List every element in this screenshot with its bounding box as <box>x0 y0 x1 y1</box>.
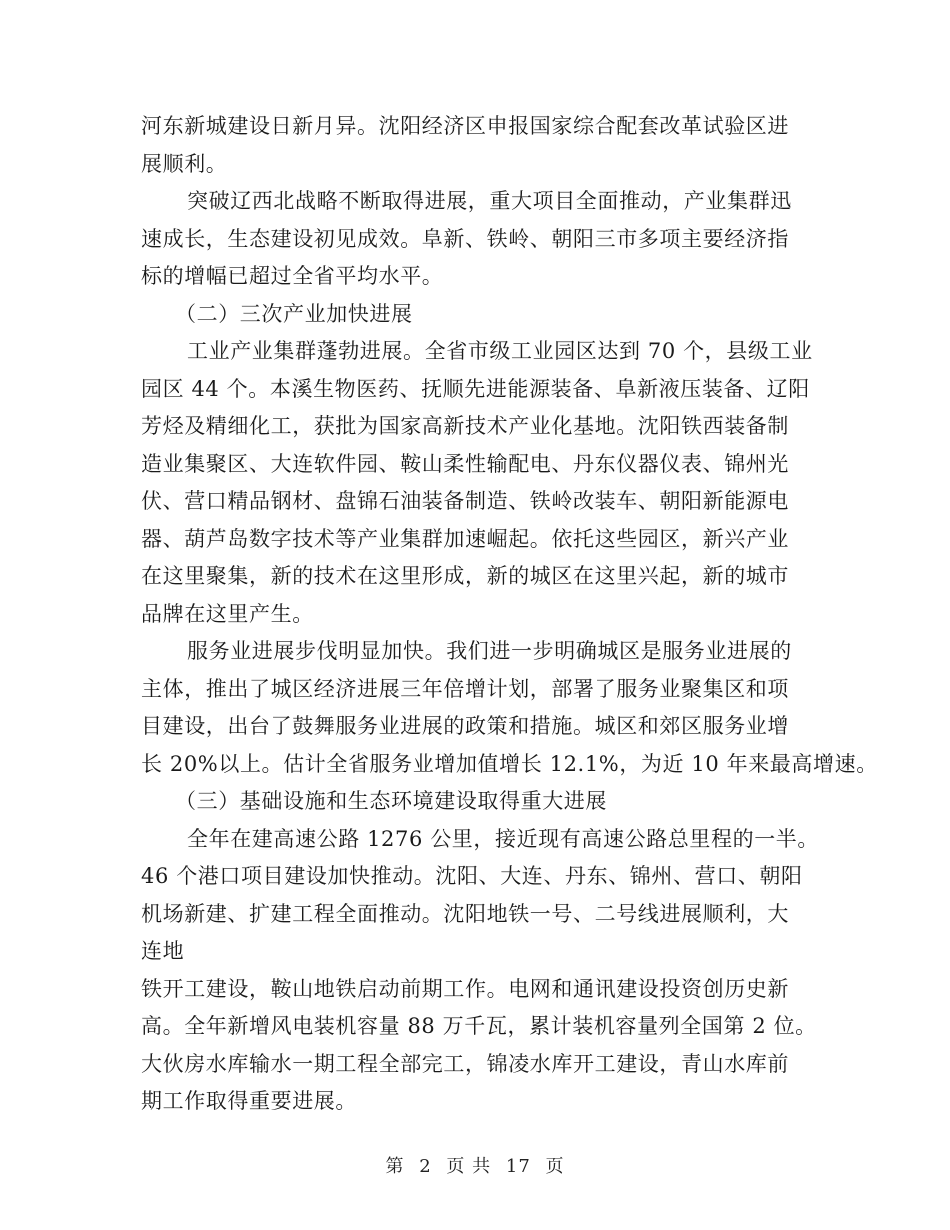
section-heading: （二）三次产业加快进展 <box>175 301 413 326</box>
text-line: 速成长，生态建设初见成效。阜新、铁岭、朝阳三市多项主要经济指 <box>141 226 789 251</box>
text-line: 全年在建高速公路 1276 公里，接近现有高速公路总里程的一半。 <box>187 826 819 851</box>
text-line: 园区 44 个。本溪生物医药、抚顺先进能源装备、阜新液压装备、辽阳 <box>141 376 810 401</box>
footer-suffix: 页 <box>545 1156 565 1177</box>
text-line: 服务业进展步伐明显加快。我们进一步明确城区是服务业进展的 <box>187 639 792 663</box>
footer-prefix: 第 <box>385 1156 405 1177</box>
text-line: 标的增幅已超过全省平均水平。 <box>141 264 444 288</box>
text-line: 器、葫芦岛数字技术等产业集群加速崛起。依托这些园区，新兴产业 <box>141 526 789 551</box>
text-line: 伏、营口精品钢材、盘锦石油装备制造、铁岭改装车、朝阳新能源电 <box>141 489 789 513</box>
text-line: 突破辽西北战略不断取得进展，重大项目全面推动，产业集群迅 <box>187 189 792 213</box>
text-line: 展顺利。 <box>141 151 228 176</box>
text-line: 目建设，出台了鼓舞服务业进展的政策和措施。城区和郊区服务业增 <box>141 714 789 738</box>
text-line: 期工作取得重要进展。 <box>141 1089 357 1113</box>
text-line: 长 20%以上。估计全省服务业增加值增长 12.1%，为近 10 年来最高增速。 <box>141 751 878 776</box>
text-line: 芳烃及精细化工，获批为国家高新技术产业化基地。沈阳铁西装备制 <box>141 414 789 438</box>
total-page-count: 17 <box>505 1156 531 1177</box>
body-text <box>141 108 878 1121</box>
text-line: 铁开工建设，鞍山地铁启动前期工作。电网和通讯建设投资创历史新 <box>141 976 789 1001</box>
page-footer <box>0 1152 950 1178</box>
text-line: 品牌在这里产生。 <box>141 601 314 626</box>
text-line: 连地 <box>141 939 185 963</box>
text-line: 造业集聚区、大连软件园、鞍山柔性输配电、丹东仪器仪表、锦州光 <box>141 451 789 476</box>
text-line: 河东新城建设日新月异。沈阳经济区申报国家综合配套改革试验区进 <box>141 114 789 138</box>
current-page-number: 2 <box>419 1156 432 1177</box>
text-line: 工业产业集群蓬勃进展。全省市级工业园区达到 70 个，县级工业 <box>187 339 813 363</box>
text-line: 在这里聚集，新的技术在这里形成，新的城区在这里兴起，新的城市 <box>141 564 789 588</box>
text-line: 主体，推出了城区经济进展三年倍增计划，部署了服务业聚集区和项 <box>141 676 789 701</box>
footer-mid: 页 共 <box>446 1156 492 1177</box>
text-line: 大伙房水库输水一期工程全部完工，锦凌水库开工建设，青山水库前 <box>141 1051 789 1076</box>
text-line: 高。全年新增风电装机容量 88 万千瓦，累计装机容量列全国第 2 位。 <box>141 1014 817 1038</box>
section-heading: （三）基础设施和生态环境建设取得重大进展 <box>175 789 607 813</box>
text-line: 机场新建、扩建工程全面推动。沈阳地铁一号、二号线进展顺利，大 <box>141 901 789 926</box>
text-line: 46 个港口项目建设加快推动。沈阳、大连、丹东、锦州、营口、朝阳 <box>141 864 803 888</box>
